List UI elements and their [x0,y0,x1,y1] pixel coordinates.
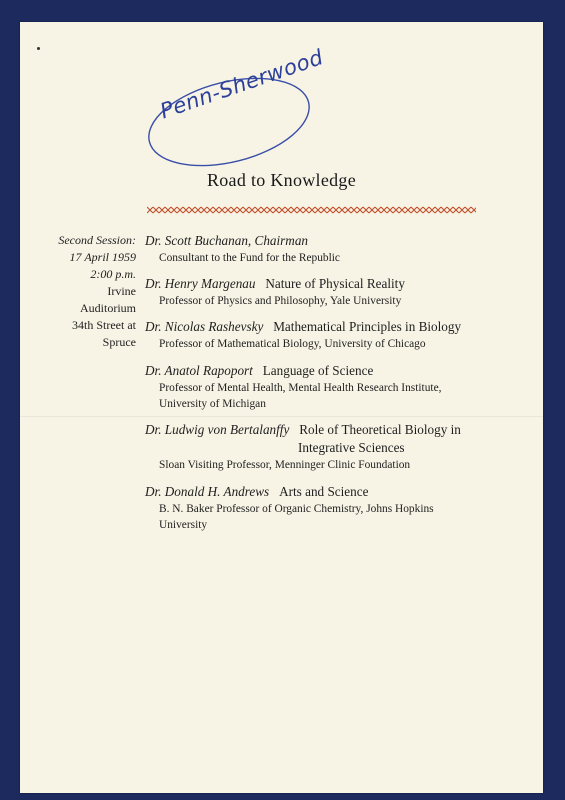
program-page [20,22,543,793]
speaker-entry [145,275,525,309]
talk-title: Mathematical Principles in Biology [273,319,462,334]
speaker-affiliation: Sloan Visiting Professor, Menninger Clinic Foundation [159,459,411,471]
speaker-name: Dr. Ludwig von Bertalanffy [145,422,290,437]
session-date: 17 April 1959 [69,250,136,264]
speaker-affiliation: Professor of Physics and Philosophy, Yale University [159,295,402,307]
talk-title: Nature of Physical Reality [265,276,405,291]
talk-title: Role of Theoretical Biology in [299,422,461,437]
speaker-affiliation: Consultant to the Fund for the Republic [159,252,340,264]
talk-title: Language of Science [262,363,374,378]
session-label: Second Session: [58,233,136,247]
speaker-entry [145,318,525,352]
decorative-border-icon [147,205,476,215]
speaker-entry [145,232,525,266]
speaker-affiliation: B. N. Baker Professor of Organic Chemistry, Johns Hopkins [159,503,434,515]
speaker-name: Dr. Henry Margenau [145,276,256,291]
speaker-name: Dr. Scott Buchanan, Chairman [145,233,309,248]
venue-line: Spruce [102,335,136,349]
speaker-entry [145,362,525,412]
page-title: Road to Knowledge [206,170,357,190]
speaker-affiliation: Professor of Mathematical Biology, University of Chicago [159,338,426,350]
speck-mark [37,47,40,50]
session-info [40,232,136,351]
speaker-name: Dr. Anatol Rapoport [145,363,253,378]
handwritten-annotation [143,45,327,177]
speaker-entry [145,421,525,473]
session-time: 2:00 p.m. [90,267,136,281]
speaker-entry [145,483,525,533]
speaker-affiliation-cont: University of Michigan [159,398,266,410]
handwritten-text: Penn-Sherwood [157,45,327,124]
venue-line: 34th Street at [72,318,136,332]
venue-line: Auditorium [80,301,136,315]
talk-title-cont: Integrative Sciences [298,440,405,455]
venue-line: Irvine [107,284,136,298]
speaker-affiliation-cont: University [159,519,208,531]
fold-crease [20,416,543,417]
speaker-name: Dr. Donald H. Andrews [145,484,270,499]
talk-title: Arts and Science [279,484,369,499]
speaker-affiliation: Professor of Mental Health, Mental Health Research Institute, [159,382,442,394]
speaker-name: Dr. Nicolas Rashevsky [145,319,264,334]
ornament-zigzag [147,207,476,213]
